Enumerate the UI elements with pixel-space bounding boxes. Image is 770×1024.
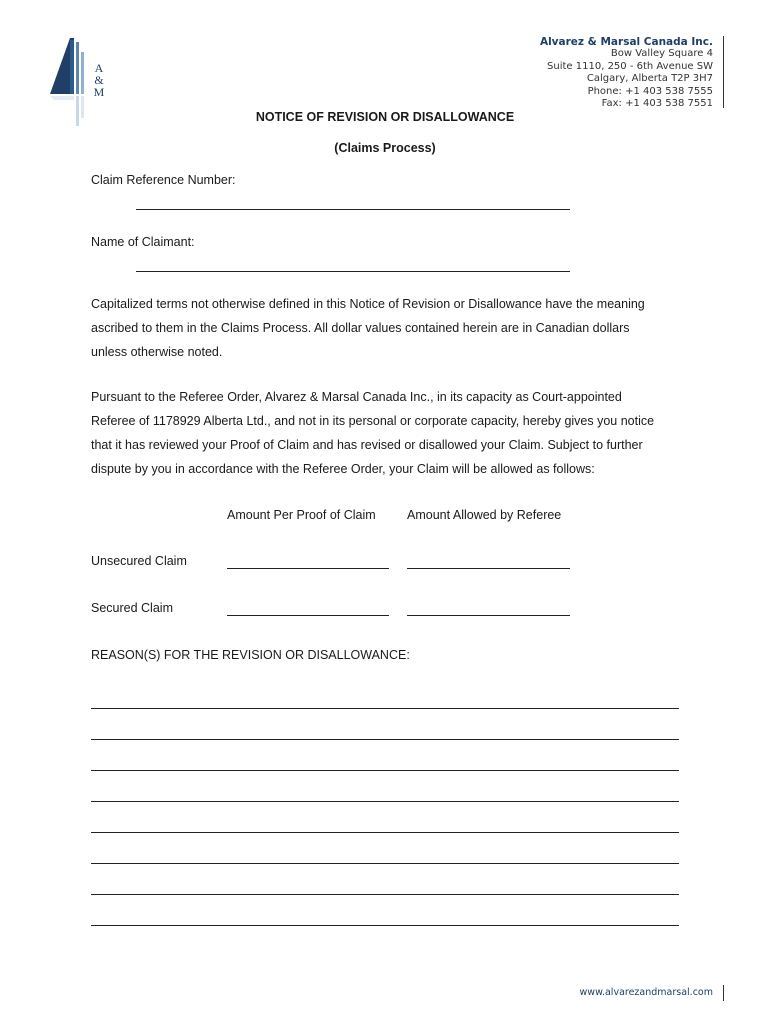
fax-line: Fax: +1 403 538 7551	[601, 98, 713, 110]
paragraph-line: unless otherwise noted.	[91, 345, 223, 359]
reason-line[interactable]	[91, 925, 679, 926]
footer-website-link[interactable]: www.alvarezandmarsal.com	[579, 987, 713, 998]
secured-allowed-amount-field[interactable]	[407, 615, 570, 616]
paragraph-line: Capitalized terms not otherwise defined in this Notice of Revision or Disallowance have the meaning	[91, 297, 645, 311]
reason-line[interactable]	[91, 894, 679, 895]
claim-reference-label: Claim Reference Number:	[91, 173, 236, 187]
document-title: NOTICE OF REVISION OR DISALLOWANCE	[255, 110, 515, 124]
reasons-heading: REASON(S) FOR THE REVISION OR DISALLOWANCE:	[91, 648, 410, 662]
reason-line[interactable]	[91, 770, 679, 771]
company-name: Alvarez & Marsal Canada Inc.	[539, 36, 713, 48]
notice-paragraph	[91, 385, 679, 481]
secured-claim-label: Secured Claim	[91, 601, 173, 615]
claim-reference-field[interactable]	[136, 209, 570, 210]
paragraph-line: Referee of 1178929 Alberta Ltd., and not in its personal or corporate capacity, hereby gives you notice	[91, 414, 655, 428]
unsecured-claim-label: Unsecured Claim	[91, 554, 187, 568]
unsecured-allowed-amount-field[interactable]	[407, 568, 570, 569]
paragraph-line: that it has reviewed your Proof of Claim and has revised or disallowed your Claim. Subject to further	[91, 438, 643, 452]
claimant-name-label: Name of Claimant:	[91, 235, 195, 249]
address-line: Calgary, Alberta T2P 3H7	[586, 73, 713, 85]
paragraph-line: Pursuant to the Referee Order, Alvarez & Marsal Canada Inc., in its capacity as Court-appointed	[91, 390, 622, 404]
logo-letters	[92, 62, 106, 98]
address-line: Bow Valley Square 4	[610, 48, 713, 60]
header-amount-per-proof: Amount Per Proof of Claim	[227, 508, 376, 522]
paragraph-line: ascribed to them in the Claims Process. All dollar values contained herein are in Canadian dollars	[91, 321, 630, 335]
reason-line[interactable]	[91, 863, 679, 864]
reason-line[interactable]	[91, 801, 679, 802]
claimant-name-field[interactable]	[136, 271, 570, 272]
phone-line: Phone: +1 403 538 7555	[587, 85, 713, 97]
logo-letter-amp: &	[94, 73, 104, 87]
footer-divider	[723, 985, 724, 1001]
reason-line[interactable]	[91, 739, 679, 740]
header-amount-allowed: Amount Allowed by Referee	[407, 508, 562, 522]
address-line: Suite 1110, 250 - 6th Avenue SW	[547, 60, 713, 72]
secured-proof-amount-field[interactable]	[227, 615, 389, 616]
reason-line[interactable]	[91, 708, 679, 709]
reason-line[interactable]	[91, 832, 679, 833]
document-subtitle: (Claims Process)	[334, 141, 436, 155]
company-address-block	[540, 36, 713, 110]
unsecured-proof-amount-field[interactable]	[227, 568, 389, 569]
logo-letter-m: M	[93, 85, 105, 99]
definitions-paragraph	[91, 292, 679, 364]
header-divider	[723, 36, 724, 108]
logo-letter-a: A	[94, 61, 104, 75]
paragraph-line: dispute by you in accordance with the Referee Order, your Claim will be allowed as follows:	[91, 462, 595, 476]
